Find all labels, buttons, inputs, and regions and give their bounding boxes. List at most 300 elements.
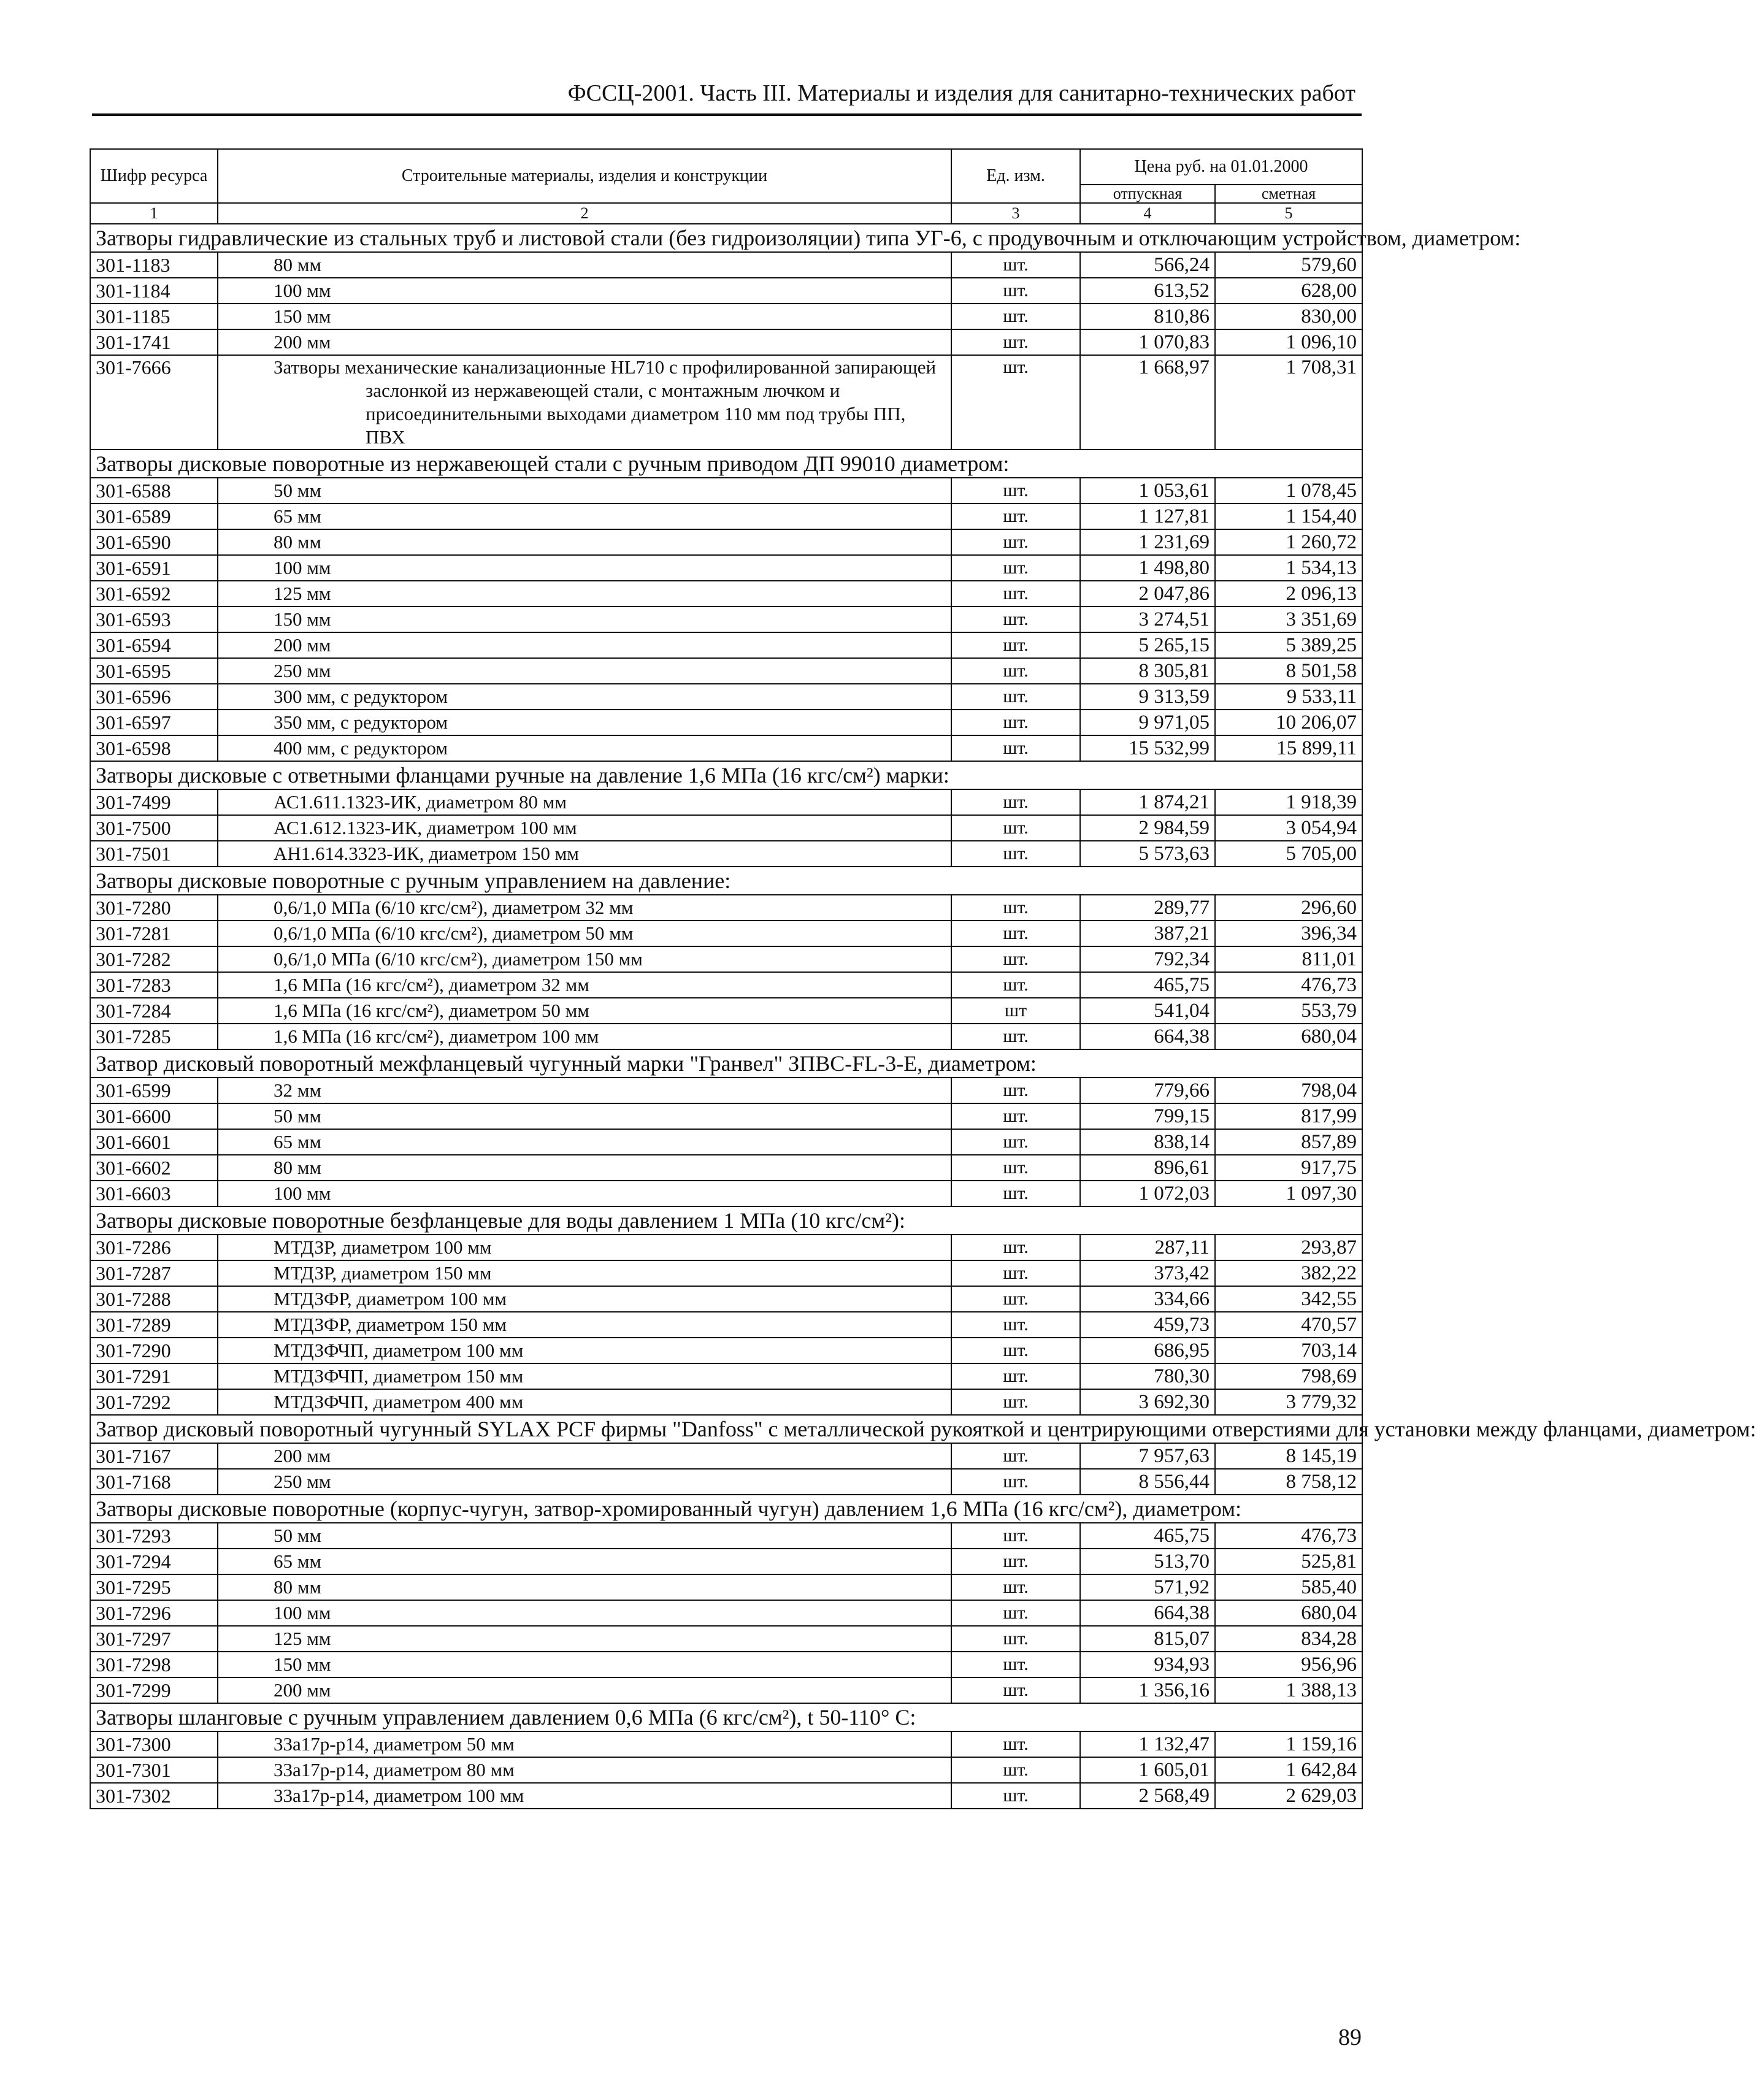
estimate-price-cell: 293,87 bbox=[1215, 1235, 1362, 1260]
estimate-price-cell: 811,01 bbox=[1215, 946, 1362, 972]
unit-cell: шт. bbox=[951, 555, 1080, 581]
estimate-price-cell: 476,73 bbox=[1215, 1523, 1362, 1549]
unit-cell: шт. bbox=[951, 304, 1080, 329]
estimate-price-cell: 525,81 bbox=[1215, 1549, 1362, 1574]
release-price-cell: 896,61 bbox=[1080, 1155, 1215, 1181]
section-header-row bbox=[90, 450, 1362, 478]
estimate-price-cell: 396,34 bbox=[1215, 921, 1362, 946]
unit-cell: шт. bbox=[951, 355, 1080, 450]
resource-code-cell: 301-7286 bbox=[90, 1235, 218, 1260]
table-row bbox=[90, 789, 1362, 815]
section-header-row bbox=[90, 1206, 1362, 1235]
unit-cell: шт. bbox=[951, 529, 1080, 555]
resource-code-cell: 301-6600 bbox=[90, 1103, 218, 1129]
material-name-cell: 1,6 МПа (16 кгс/см²), диаметром 32 мм bbox=[218, 972, 951, 998]
material-name-cell: 80 мм bbox=[218, 529, 951, 555]
estimate-price-cell: 10 206,07 bbox=[1215, 710, 1362, 735]
estimate-price-cell: 8 145,19 bbox=[1215, 1443, 1362, 1469]
material-name-cell: МТДЗФР, диаметром 150 мм bbox=[218, 1312, 951, 1338]
resource-code-cell: 301-6589 bbox=[90, 504, 218, 529]
section-header-row bbox=[90, 1495, 1362, 1523]
material-name-cell: Затворы механические канализационные HL710 с профилированной запирающей заслонкой из нержавеющей стали, с монтажным лючком и присоединительными выходами диаметром 110 мм под трубы ПП, ПВХ bbox=[218, 355, 951, 450]
release-price-cell: 838,14 bbox=[1080, 1129, 1215, 1155]
estimate-price-cell: 830,00 bbox=[1215, 304, 1362, 329]
running-header: ФССЦ-2001. Часть III. Материалы и изделия для санитарно-технических работ bbox=[567, 80, 1355, 106]
table-row bbox=[90, 972, 1362, 998]
estimate-price-cell: 917,75 bbox=[1215, 1155, 1362, 1181]
material-name-cell: 200 мм bbox=[218, 1443, 951, 1469]
unit-cell: шт. bbox=[951, 1338, 1080, 1363]
unit-cell: шт. bbox=[951, 1181, 1080, 1206]
estimate-price-cell: 680,04 bbox=[1215, 1600, 1362, 1626]
table-row bbox=[90, 1389, 1362, 1415]
header-rule bbox=[92, 113, 1362, 116]
resource-code-cell: 301-6601 bbox=[90, 1129, 218, 1155]
resource-code-cell: 301-6599 bbox=[90, 1078, 218, 1103]
unit-cell: шт. bbox=[951, 1103, 1080, 1129]
release-price-cell: 571,92 bbox=[1080, 1574, 1215, 1600]
material-name-cell: 200 мм bbox=[218, 632, 951, 658]
unit-cell: шт. bbox=[951, 1600, 1080, 1626]
unit-cell: шт. bbox=[951, 504, 1080, 529]
unit-cell: шт. bbox=[951, 658, 1080, 684]
resource-code-cell: 301-7168 bbox=[90, 1469, 218, 1495]
unit-cell: шт. bbox=[951, 710, 1080, 735]
table-row bbox=[90, 1181, 1362, 1206]
resource-code-cell: 301-6593 bbox=[90, 607, 218, 632]
material-name-cell: 65 мм bbox=[218, 1129, 951, 1155]
table-row bbox=[90, 1469, 1362, 1495]
material-name-cell: 50 мм bbox=[218, 1523, 951, 1549]
section-title: Затворы дисковые поворотные с ручным управлением на давление: bbox=[90, 867, 1362, 895]
material-name-cell: 0,6/1,0 МПа (6/10 кгс/см²), диаметром 50 мм bbox=[218, 921, 951, 946]
table-row bbox=[90, 895, 1362, 921]
estimate-price-cell: 8 758,12 bbox=[1215, 1469, 1362, 1495]
table-row bbox=[90, 1129, 1362, 1155]
release-price-cell: 9 971,05 bbox=[1080, 710, 1215, 735]
material-name-cell: 100 мм bbox=[218, 555, 951, 581]
header-estimate-price: сметная bbox=[1215, 185, 1362, 203]
table-row bbox=[90, 1652, 1362, 1677]
estimate-price-cell: 470,57 bbox=[1215, 1312, 1362, 1338]
section-title: Затворы дисковые поворотные безфланцевые для воды давлением 1 МПа (10 кгс/см²): bbox=[90, 1206, 1362, 1235]
material-name-cell: 100 мм bbox=[218, 1600, 951, 1626]
unit-cell: шт. bbox=[951, 1523, 1080, 1549]
resource-code-cell: 301-7282 bbox=[90, 946, 218, 972]
section-header-row bbox=[90, 224, 1362, 252]
release-price-cell: 1 132,47 bbox=[1080, 1731, 1215, 1757]
release-price-cell: 1 874,21 bbox=[1080, 789, 1215, 815]
release-price-cell: 8 305,81 bbox=[1080, 658, 1215, 684]
estimate-price-cell: 834,28 bbox=[1215, 1626, 1362, 1652]
section-header-row bbox=[90, 1415, 1362, 1443]
estimate-price-cell: 1 918,39 bbox=[1215, 789, 1362, 815]
resource-code-cell: 301-6598 bbox=[90, 735, 218, 761]
resource-code-cell: 301-7300 bbox=[90, 1731, 218, 1757]
resource-code-cell: 301-7297 bbox=[90, 1626, 218, 1652]
section-title: Затворы гидравлические из стальных труб и листовой стали (без гидроизоляции) типа УГ-6, с продувочным и отключающим устройством, диаметром: bbox=[90, 224, 1362, 252]
release-price-cell: 566,24 bbox=[1080, 252, 1215, 278]
estimate-price-cell: 956,96 bbox=[1215, 1652, 1362, 1677]
table-row bbox=[90, 1235, 1362, 1260]
material-name-cell: 0,6/1,0 МПа (6/10 кгс/см²), диаметром 150 мм bbox=[218, 946, 951, 972]
release-price-cell: 1 127,81 bbox=[1080, 504, 1215, 529]
release-price-cell: 2 568,49 bbox=[1080, 1783, 1215, 1809]
resource-code-cell: 301-6592 bbox=[90, 581, 218, 607]
table-row bbox=[90, 355, 1362, 450]
table-row bbox=[90, 504, 1362, 529]
unit-cell: шт bbox=[951, 998, 1080, 1024]
unit-cell: шт. bbox=[951, 841, 1080, 867]
unit-cell: шт. bbox=[951, 1078, 1080, 1103]
unit-cell: шт. bbox=[951, 329, 1080, 355]
estimate-price-cell: 798,69 bbox=[1215, 1363, 1362, 1389]
unit-cell: шт. bbox=[951, 684, 1080, 710]
estimate-price-cell: 1 159,16 bbox=[1215, 1731, 1362, 1757]
resource-code-cell: 301-1184 bbox=[90, 278, 218, 304]
estimate-price-cell: 1 078,45 bbox=[1215, 478, 1362, 504]
table-row bbox=[90, 921, 1362, 946]
release-price-cell: 779,66 bbox=[1080, 1078, 1215, 1103]
estimate-price-cell: 15 899,11 bbox=[1215, 735, 1362, 761]
material-name-cell: 33а17р-р14, диаметром 80 мм bbox=[218, 1757, 951, 1783]
table-row bbox=[90, 1286, 1362, 1312]
release-price-cell: 1 231,69 bbox=[1080, 529, 1215, 555]
resource-code-cell: 301-7290 bbox=[90, 1338, 218, 1363]
estimate-price-cell: 9 533,11 bbox=[1215, 684, 1362, 710]
unit-cell: шт. bbox=[951, 946, 1080, 972]
release-price-cell: 465,75 bbox=[1080, 972, 1215, 998]
release-price-cell: 815,07 bbox=[1080, 1626, 1215, 1652]
material-name-cell: 50 мм bbox=[218, 478, 951, 504]
resource-code-cell: 301-7293 bbox=[90, 1523, 218, 1549]
unit-cell: шт. bbox=[951, 1574, 1080, 1600]
unit-cell: шт. bbox=[951, 252, 1080, 278]
table-row bbox=[90, 329, 1362, 355]
column-numbers-row bbox=[90, 203, 1362, 224]
resource-code-cell: 301-1741 bbox=[90, 329, 218, 355]
resource-code-cell: 301-6591 bbox=[90, 555, 218, 581]
unit-cell: шт. bbox=[951, 1235, 1080, 1260]
resource-code-cell: 301-1185 bbox=[90, 304, 218, 329]
unit-cell: шт. bbox=[951, 632, 1080, 658]
table-row bbox=[90, 607, 1362, 632]
release-price-cell: 465,75 bbox=[1080, 1523, 1215, 1549]
table-row bbox=[90, 1338, 1362, 1363]
release-price-cell: 934,93 bbox=[1080, 1652, 1215, 1677]
material-name-cell: 80 мм bbox=[218, 252, 951, 278]
unit-cell: шт. bbox=[951, 1260, 1080, 1286]
unit-cell: шт. bbox=[951, 789, 1080, 815]
release-price-cell: 1 605,01 bbox=[1080, 1757, 1215, 1783]
table-row bbox=[90, 841, 1362, 867]
resource-code-cell: 301-7288 bbox=[90, 1286, 218, 1312]
estimate-price-cell: 1 534,13 bbox=[1215, 555, 1362, 581]
estimate-price-cell: 579,60 bbox=[1215, 252, 1362, 278]
release-price-cell: 1 668,97 bbox=[1080, 355, 1215, 450]
table-row bbox=[90, 1600, 1362, 1626]
release-price-cell: 3 692,30 bbox=[1080, 1389, 1215, 1415]
resource-code-cell: 301-7292 bbox=[90, 1389, 218, 1415]
release-price-cell: 15 532,99 bbox=[1080, 735, 1215, 761]
release-price-cell: 9 313,59 bbox=[1080, 684, 1215, 710]
release-price-cell: 513,70 bbox=[1080, 1549, 1215, 1574]
resource-code-cell: 301-7501 bbox=[90, 841, 218, 867]
release-price-cell: 373,42 bbox=[1080, 1260, 1215, 1286]
material-name-cell: 250 мм bbox=[218, 1469, 951, 1495]
estimate-price-cell: 1 154,40 bbox=[1215, 504, 1362, 529]
estimate-price-cell: 1 097,30 bbox=[1215, 1181, 1362, 1206]
estimate-price-cell: 2 096,13 bbox=[1215, 581, 1362, 607]
release-price-cell: 792,34 bbox=[1080, 946, 1215, 972]
resource-code-cell: 301-6595 bbox=[90, 658, 218, 684]
table-row bbox=[90, 1549, 1362, 1574]
material-name-cell: 125 мм bbox=[218, 581, 951, 607]
table-row bbox=[90, 998, 1362, 1024]
release-price-cell: 664,38 bbox=[1080, 1600, 1215, 1626]
resource-code-cell: 301-6597 bbox=[90, 710, 218, 735]
table-row bbox=[90, 1103, 1362, 1129]
resource-code-cell: 301-7281 bbox=[90, 921, 218, 946]
material-name-cell: АС1.611.1323-ИК, диаметром 80 мм bbox=[218, 789, 951, 815]
estimate-price-cell: 3 054,94 bbox=[1215, 815, 1362, 841]
unit-cell: шт. bbox=[951, 1652, 1080, 1677]
material-name-cell: 150 мм bbox=[218, 607, 951, 632]
resource-code-cell: 301-7500 bbox=[90, 815, 218, 841]
estimate-price-cell: 3 779,32 bbox=[1215, 1389, 1362, 1415]
table-row bbox=[90, 1574, 1362, 1600]
release-price-cell: 2 984,59 bbox=[1080, 815, 1215, 841]
column-number: 4 bbox=[1080, 203, 1215, 224]
estimate-price-cell: 8 501,58 bbox=[1215, 658, 1362, 684]
estimate-price-cell: 342,55 bbox=[1215, 1286, 1362, 1312]
resource-code-cell: 301-7298 bbox=[90, 1652, 218, 1677]
estimate-price-cell: 1 708,31 bbox=[1215, 355, 1362, 450]
table-row bbox=[90, 946, 1362, 972]
unit-cell: шт. bbox=[951, 1677, 1080, 1703]
release-price-cell: 1 356,16 bbox=[1080, 1677, 1215, 1703]
resource-code-cell: 301-7283 bbox=[90, 972, 218, 998]
release-price-cell: 289,77 bbox=[1080, 895, 1215, 921]
column-number: 5 bbox=[1215, 203, 1362, 224]
resource-code-cell: 301-6596 bbox=[90, 684, 218, 710]
material-name-cell: 32 мм bbox=[218, 1078, 951, 1103]
section-title: Затвор дисковый поворотный чугунный SYLAX PCF фирмы "Danfoss" с металлической рукояткой и центрирующими отверстиями для установки между фланцами, диаметром: bbox=[90, 1415, 1362, 1443]
table-row bbox=[90, 1523, 1362, 1549]
material-name-cell: МТДЗФЧП, диаметром 100 мм bbox=[218, 1338, 951, 1363]
material-name-cell: 100 мм bbox=[218, 1181, 951, 1206]
material-name-cell: 350 мм, с редуктором bbox=[218, 710, 951, 735]
material-name-cell: 50 мм bbox=[218, 1103, 951, 1129]
material-name-cell: 65 мм bbox=[218, 504, 951, 529]
table-row bbox=[90, 684, 1362, 710]
unit-cell: шт. bbox=[951, 1312, 1080, 1338]
resource-code-cell: 301-7666 bbox=[90, 355, 218, 450]
unit-cell: шт. bbox=[951, 1549, 1080, 1574]
resource-code-cell: 301-6603 bbox=[90, 1181, 218, 1206]
unit-cell: шт. bbox=[951, 1443, 1080, 1469]
resource-code-cell: 301-7302 bbox=[90, 1783, 218, 1809]
release-price-cell: 287,11 bbox=[1080, 1235, 1215, 1260]
estimate-price-cell: 703,14 bbox=[1215, 1338, 1362, 1363]
resource-code-cell: 301-6588 bbox=[90, 478, 218, 504]
unit-cell: шт. bbox=[951, 1757, 1080, 1783]
table-row bbox=[90, 304, 1362, 329]
material-name-cell: МТДЗФР, диаметром 100 мм bbox=[218, 1286, 951, 1312]
material-name-cell: 300 мм, с редуктором bbox=[218, 684, 951, 710]
material-name-cell: МТДЗФЧП, диаметром 400 мм bbox=[218, 1389, 951, 1415]
section-header-row bbox=[90, 867, 1362, 895]
header-release-price: отпускная bbox=[1080, 185, 1215, 203]
resource-code-cell: 301-7294 bbox=[90, 1549, 218, 1574]
column-number: 2 bbox=[218, 203, 951, 224]
material-name-cell: 125 мм bbox=[218, 1626, 951, 1652]
section-header-row bbox=[90, 761, 1362, 789]
unit-cell: шт. bbox=[951, 1389, 1080, 1415]
release-price-cell: 3 274,51 bbox=[1080, 607, 1215, 632]
unit-cell: шт. bbox=[951, 921, 1080, 946]
release-price-cell: 2 047,86 bbox=[1080, 581, 1215, 607]
table-row bbox=[90, 1078, 1362, 1103]
release-price-cell: 686,95 bbox=[1080, 1338, 1215, 1363]
table-row bbox=[90, 1443, 1362, 1469]
table-row bbox=[90, 478, 1362, 504]
unit-cell: шт. bbox=[951, 1626, 1080, 1652]
table-row bbox=[90, 1731, 1362, 1757]
resource-code-cell: 301-7280 bbox=[90, 895, 218, 921]
resource-code-cell: 301-7301 bbox=[90, 1757, 218, 1783]
unit-cell: шт. bbox=[951, 1363, 1080, 1389]
release-price-cell: 799,15 bbox=[1080, 1103, 1215, 1129]
estimate-price-cell: 296,60 bbox=[1215, 895, 1362, 921]
release-price-cell: 1 070,83 bbox=[1080, 329, 1215, 355]
page-number: 89 bbox=[1338, 2025, 1362, 2050]
material-name-cell: 65 мм bbox=[218, 1549, 951, 1574]
resource-code-cell: 301-7167 bbox=[90, 1443, 218, 1469]
material-name-cell: 150 мм bbox=[218, 304, 951, 329]
table-row bbox=[90, 278, 1362, 304]
resource-code-cell: 301-7295 bbox=[90, 1574, 218, 1600]
material-name-cell: 33а17р-р14, диаметром 50 мм bbox=[218, 1731, 951, 1757]
unit-cell: шт. bbox=[951, 1155, 1080, 1181]
header-name: Строительные материалы, изделия и конструкции bbox=[218, 149, 951, 203]
section-title: Затворы дисковые поворотные (корпус-чугун, затвор-хромированный чугун) давлением 1,6 МПа (16 кгс/см²), диаметром: bbox=[90, 1495, 1362, 1523]
release-price-cell: 780,30 bbox=[1080, 1363, 1215, 1389]
material-name-cell: 0,6/1,0 МПа (6/10 кгс/см²), диаметром 32 мм bbox=[218, 895, 951, 921]
unit-cell: шт. bbox=[951, 581, 1080, 607]
price-table bbox=[90, 148, 1756, 1809]
estimate-price-cell: 1 388,13 bbox=[1215, 1677, 1362, 1703]
resource-code-cell: 301-7289 bbox=[90, 1312, 218, 1338]
unit-cell: шт. bbox=[951, 1731, 1080, 1757]
material-name-cell: 250 мм bbox=[218, 658, 951, 684]
unit-cell: шт. bbox=[951, 972, 1080, 998]
section-title: Затворы дисковые с ответными фланцами ручные на давление 1,6 МПа (16 кгс/см²) марки: bbox=[90, 761, 1362, 789]
table-body bbox=[90, 224, 1756, 1809]
table-header bbox=[90, 149, 1362, 224]
table-row bbox=[90, 1024, 1362, 1049]
estimate-price-cell: 1 642,84 bbox=[1215, 1757, 1362, 1783]
unit-cell: шт. bbox=[951, 478, 1080, 504]
section-title: Затвор дисковый поворотный межфланцевый чугунный марки "Гранвел" ЗПВС-FL-3-Е, диаметром: bbox=[90, 1049, 1362, 1078]
section-header-row bbox=[90, 1049, 1362, 1078]
header-code: Шифр ресурса bbox=[90, 149, 218, 203]
estimate-price-cell: 3 351,69 bbox=[1215, 607, 1362, 632]
estimate-price-cell: 2 629,03 bbox=[1215, 1783, 1362, 1809]
estimate-price-cell: 628,00 bbox=[1215, 278, 1362, 304]
estimate-price-cell: 680,04 bbox=[1215, 1024, 1362, 1049]
material-name-cell: 150 мм bbox=[218, 1652, 951, 1677]
release-price-cell: 5 265,15 bbox=[1080, 632, 1215, 658]
table-row bbox=[90, 1155, 1362, 1181]
unit-cell: шт. bbox=[951, 1024, 1080, 1049]
material-name-cell: МТДЗР, диаметром 150 мм bbox=[218, 1260, 951, 1286]
table-row bbox=[90, 1783, 1362, 1809]
resource-code-cell: 301-6602 bbox=[90, 1155, 218, 1181]
release-price-cell: 387,21 bbox=[1080, 921, 1215, 946]
material-name-cell: 33а17р-р14, диаметром 100 мм bbox=[218, 1783, 951, 1809]
release-price-cell: 1 053,61 bbox=[1080, 478, 1215, 504]
table-row bbox=[90, 735, 1362, 761]
table-row bbox=[90, 555, 1362, 581]
table-row bbox=[90, 632, 1362, 658]
material-name-cell: АС1.612.1323-ИК, диаметром 100 мм bbox=[218, 815, 951, 841]
release-price-cell: 810,86 bbox=[1080, 304, 1215, 329]
material-name-cell: 200 мм bbox=[218, 1677, 951, 1703]
unit-cell: шт. bbox=[951, 607, 1080, 632]
material-name-cell: 100 мм bbox=[218, 278, 951, 304]
resource-code-cell: 301-7299 bbox=[90, 1677, 218, 1703]
estimate-price-cell: 857,89 bbox=[1215, 1129, 1362, 1155]
section-title: Затворы дисковые поворотные из нержавеющей стали с ручным приводом ДП 99010 диаметром: bbox=[90, 450, 1362, 478]
release-price-cell: 8 556,44 bbox=[1080, 1469, 1215, 1495]
estimate-price-cell: 1 096,10 bbox=[1215, 329, 1362, 355]
unit-cell: шт. bbox=[951, 895, 1080, 921]
table-row bbox=[90, 1363, 1362, 1389]
release-price-cell: 5 573,63 bbox=[1080, 841, 1215, 867]
material-name-cell: 1,6 МПа (16 кгс/см²), диаметром 100 мм bbox=[218, 1024, 951, 1049]
table-row bbox=[90, 581, 1362, 607]
unit-cell: шт. bbox=[951, 815, 1080, 841]
material-name-cell: 1,6 МПа (16 кгс/см²), диаметром 50 мм bbox=[218, 998, 951, 1024]
header-price: Цена руб. на 01.01.2000 bbox=[1080, 149, 1362, 185]
section-title: Затворы шланговые с ручным управлением давлением 0,6 МПа (6 кгс/см²), t 50-110° С: bbox=[90, 1703, 1362, 1731]
table-row bbox=[90, 1757, 1362, 1783]
table-row bbox=[90, 1677, 1362, 1703]
estimate-price-cell: 553,79 bbox=[1215, 998, 1362, 1024]
resource-code-cell: 301-7284 bbox=[90, 998, 218, 1024]
section-header-row bbox=[90, 1703, 1362, 1731]
release-price-cell: 459,73 bbox=[1080, 1312, 1215, 1338]
estimate-price-cell: 817,99 bbox=[1215, 1103, 1362, 1129]
material-name-cell: 400 мм, с редуктором bbox=[218, 735, 951, 761]
table-row bbox=[90, 815, 1362, 841]
estimate-price-cell: 5 389,25 bbox=[1215, 632, 1362, 658]
release-price-cell: 7 957,63 bbox=[1080, 1443, 1215, 1469]
column-number: 3 bbox=[951, 203, 1080, 224]
resource-code-cell: 301-6594 bbox=[90, 632, 218, 658]
table-row bbox=[90, 1626, 1362, 1652]
unit-cell: шт. bbox=[951, 1469, 1080, 1495]
table-row bbox=[90, 710, 1362, 735]
resource-code-cell: 301-1183 bbox=[90, 252, 218, 278]
unit-cell: шт. bbox=[951, 1286, 1080, 1312]
material-name-cell: МТДЗР, диаметром 100 мм bbox=[218, 1235, 951, 1260]
material-name-cell: 200 мм bbox=[218, 329, 951, 355]
estimate-price-cell: 798,04 bbox=[1215, 1078, 1362, 1103]
resource-code-cell: 301-7296 bbox=[90, 1600, 218, 1626]
release-price-cell: 664,38 bbox=[1080, 1024, 1215, 1049]
